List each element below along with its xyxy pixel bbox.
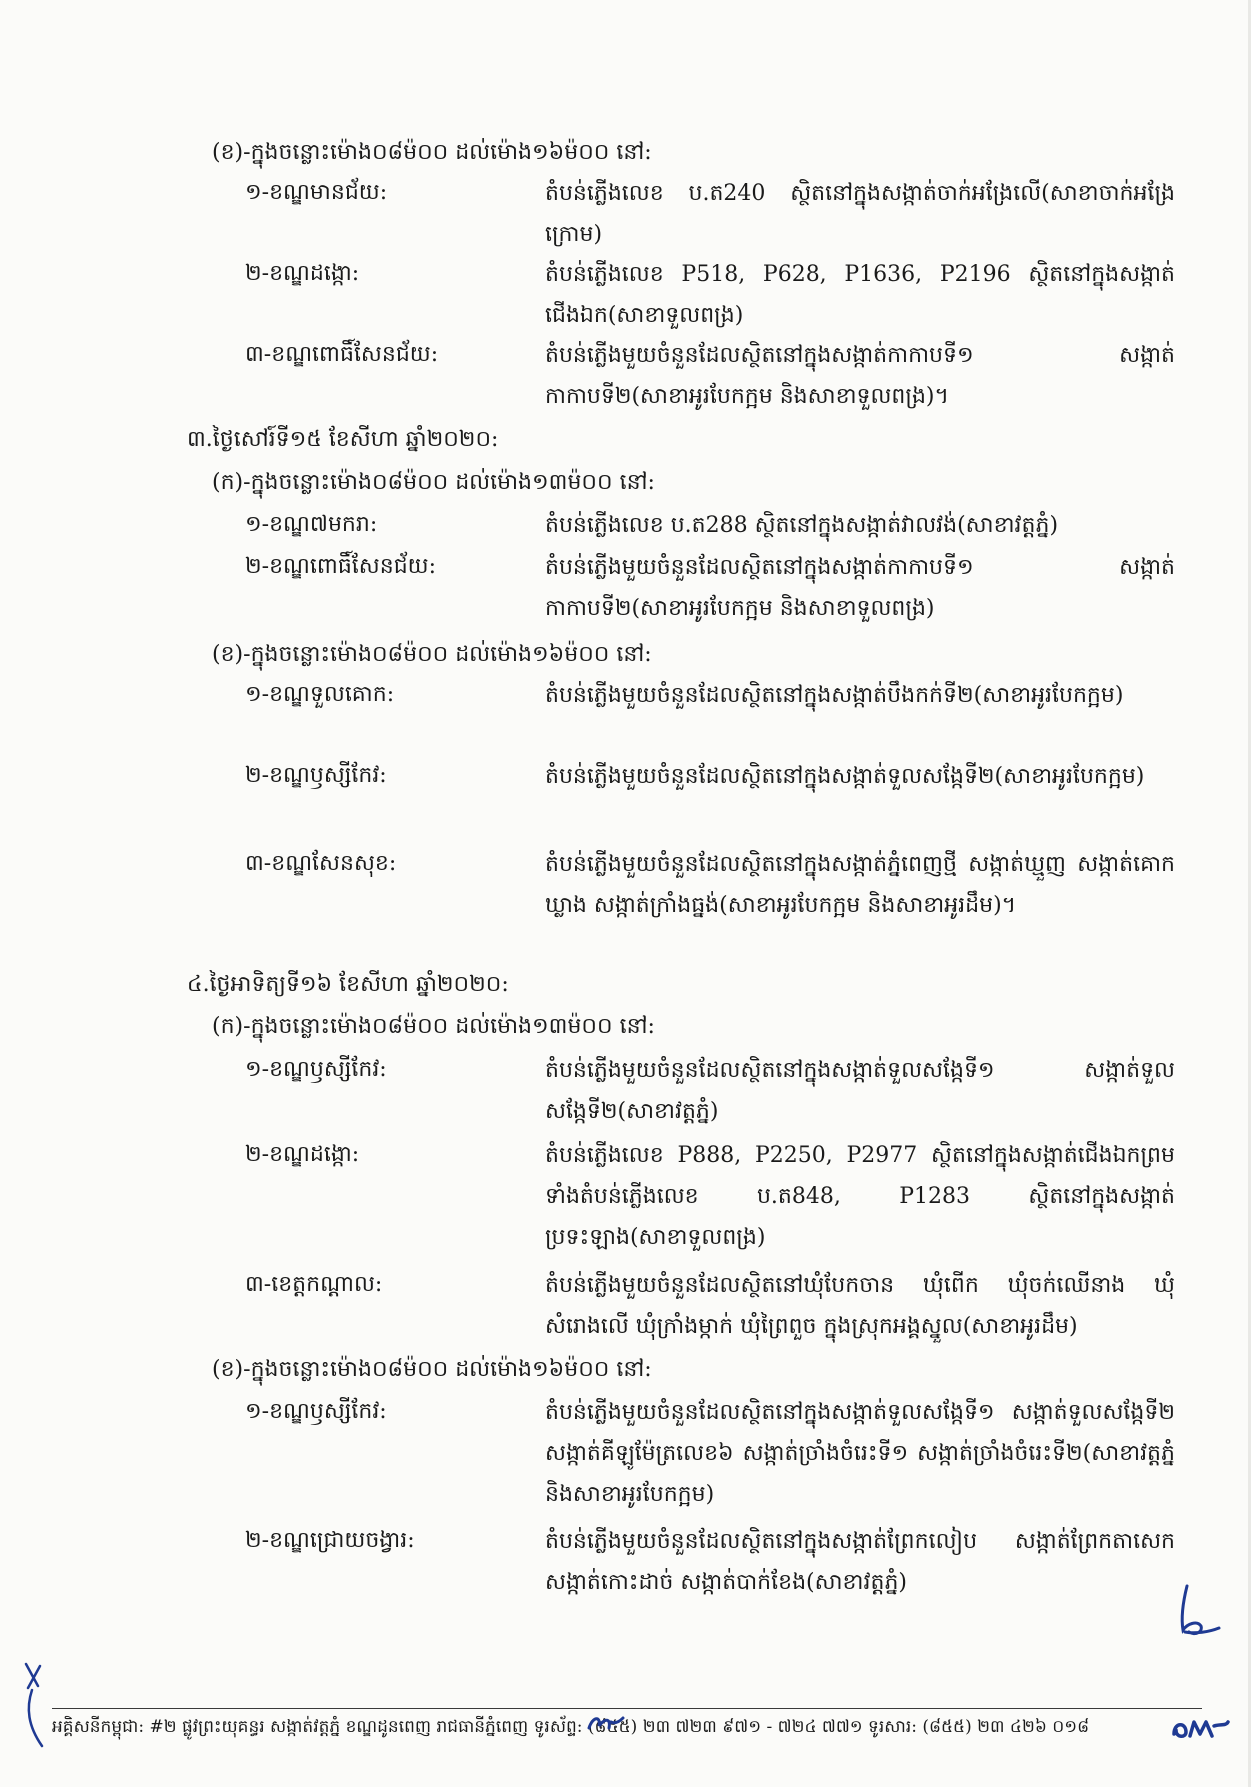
item-label: ៣-ខណ្ឌសែនសុខ: (245, 851, 397, 876)
item-label: ២-ខណ្ឌពោធិ៍សែនជ័យ: (245, 554, 437, 579)
handwritten-initial-mark (1170, 1712, 1230, 1742)
footer-rule (52, 1708, 1202, 1709)
footer-address: អគ្គិសនីកម្ពុជា: #២ ផ្លូវព្រះយុគន្ធរ សង្កាត់វត្តភ្នំ ខណ្ឌដូនពេញ រាជធានីភ្នំពេញ ទូរស័ព្ទ: (៨៥៥) ២៣ ៧២៣ ៩៧១ - ៧២៤ ៧៧១ ទូរសារ: (៨៥៥) ២៣ ៤២៦ ០១៨ (52, 1717, 1090, 1737)
item-label: ២-ខណ្ឌជ្រោយចង្វារ: (245, 1528, 415, 1553)
item-desc: តំបន់ភ្លើងលេខ P888, P2250, P2977 ស្ថិតនៅក្នុងសង្កាត់ជើងឯកព្រមទាំងតំបន់ភ្លើងលេខ ប.ត848, P1283 ស្ថិតនៅក្នុងសង្កាត់ប្រទះឡាង(សាខាទួលពង្រ) (545, 1143, 1175, 1250)
item-desc: តំបន់ភ្លើងលេខ ប.ត240 ស្ថិតនៅក្នុងសង្កាត់ចាក់អង្រែលើ(សាខាចាក់អង្រែក្រោម) (545, 181, 1175, 247)
item-label: ១-ខណ្ឌទួលគោក: (245, 682, 395, 707)
item-desc: តំបន់ភ្លើងមួយចំនួនដែលស្ថិតនៅក្នុងសង្កាត់កាកាបទី១ សង្កាត់កាកាបទី២(សាខាអូរបែកក្អម និងសាខាទួលពង្រ)។ (545, 343, 1175, 409)
handwritten-margin-mark (18, 1660, 52, 1750)
period-heading: (ក)-ក្នុងចន្លោះម៉ោង០៨ម៉០០ ដល់ម៉ោង១៣ម៉០០ នៅ: (212, 470, 655, 495)
item-label: ១-ខណ្ឌ៧មករា: (245, 512, 378, 537)
item-label: ៣-ខណ្ឌពោធិ៍សែនជ័យ: (245, 342, 439, 367)
period-heading: (ក)-ក្នុងចន្លោះម៉ោង០៨ម៉០០ ដល់ម៉ោង១៣ម៉០០ នៅ: (212, 1014, 655, 1039)
period-heading: (ខ)-ក្នុងចន្លោះម៉ោង០៨ម៉០០ ដល់ម៉ោង១៦ម៉០០ នៅ: (212, 140, 652, 165)
item-label: ១-ខណ្ឌមានជ័យ: (245, 180, 388, 205)
item-label: ២-ខណ្ឌដង្កោ: (245, 1142, 360, 1167)
item-label: ១-ខណ្ឌឫស្សីកែវ: (245, 1057, 387, 1082)
item-desc: តំបន់ភ្លើងលេខ P518, P628, P1636, P2196 ស្ថិតនៅក្នុងសង្កាត់ជើងឯក(សាខាទួលពង្រ) (545, 262, 1175, 328)
item-desc: តំបន់ភ្លើងមួយចំនួនដែលស្ថិតនៅក្នុងសង្កាត់ព្រែកលៀប សង្កាត់ព្រែកតាសេក សង្កាត់កោះដាច់ សង្កាត់បាក់ខែង(សាខាវត្តភ្នំ) (545, 1529, 1175, 1595)
day-heading: ៤.ថ្ងៃអាទិត្យទី១៦ ខែសីហា ឆ្នាំ២០២០: (187, 972, 509, 997)
period-heading: (ខ)-ក្នុងចន្លោះម៉ោង០៨ម៉០០ ដល់ម៉ោង១៦ម៉០០ នៅ: (212, 642, 652, 667)
period-heading: (ខ)-ក្នុងចន្លោះម៉ោង០៨ម៉០០ ដល់ម៉ោង១៦ម៉០០ នៅ: (212, 1357, 652, 1382)
item-label: ២-ខណ្ឌឫស្សីកែវ: (245, 763, 387, 788)
item-label: ១-ខណ្ឌឫស្សីកែវ: (245, 1399, 387, 1424)
day-heading: ៣.ថ្ងៃសៅរ៍ទី១៥ ខែសីហា ឆ្នាំ២០២០: (187, 427, 499, 452)
item-desc: តំបន់ភ្លើងមួយចំនួនដែលស្ថិតនៅក្នុងសង្កាត់ភ្នំពេញថ្មី សង្កាត់ឃ្មួញ សង្កាត់គោកឃ្លាង សង្កាត់ក្រាំងធ្នង់(សាខាអូរបែកក្អម និងសាខាអូរដឹម)។ (545, 852, 1175, 918)
item-desc: តំបន់ភ្លើងមួយចំនួនដែលស្ថិតនៅឃុំបែកចាន ឃុំពើក ឃុំចក់ឈើនាង ឃុំសំរោងលើ ឃុំក្រាំងម្កាក់ ឃុំព្រៃពួច ក្នុងស្រុកអង្គស្នួល(សាខាអូរដឹម) (545, 1273, 1175, 1339)
item-desc: តំបន់ភ្លើងមួយចំនួនដែលស្ថិតនៅក្នុងសង្កាត់ទួលសង្កែទី១ សង្កាត់ទួលសង្កែទី២(សាខាវត្តភ្នំ) (545, 1058, 1175, 1124)
item-desc: តំបន់ភ្លើងមួយចំនួនដែលស្ថិតនៅក្នុងសង្កាត់កាកាបទី១ សង្កាត់កាកាបទី២(សាខាអូរបែកក្អម និងសាខាទួលពង្រ) (545, 555, 1175, 621)
item-label: ៣-ខេត្តកណ្ដាល: (245, 1272, 383, 1297)
item-desc: តំបន់ភ្លើងមួយចំនួនដែលស្ថិតនៅក្នុងសង្កាត់ទួលសង្កែទី២(សាខាអូរបែកក្អម) (545, 764, 1145, 789)
item-desc: តំបន់ភ្លើងមួយចំនួនដែលស្ថិតនៅក្នុងសង្កាត់ទួលសង្កែទី១ សង្កាត់ទួលសង្កែទី២ សង្កាត់គីឡូម៉ែត្រលេខ៦ សង្កាត់ច្រាំងចំរេះទី១ សង្កាត់ច្រាំងចំរេះទី២(សាខាវត្តភ្នំ និងសាខាអូរបែកក្អម) (545, 1400, 1175, 1507)
item-desc: តំបន់ភ្លើងលេខ ប.ត288 ស្ថិតនៅក្នុងសង្កាត់វាលវង់(សាខាវត្តភ្នំ) (545, 513, 1059, 538)
item-desc: តំបន់ភ្លើងមួយចំនួនដែលស្ថិតនៅក្នុងសង្កាត់បឹងកក់ទី២(សាខាអូរបែកក្អម) (545, 683, 1124, 708)
handwritten-signature-mark (585, 1710, 625, 1736)
item-label: ២-ខណ្ឌដង្កោ: (245, 261, 360, 286)
handwritten-initial-mark (1165, 1580, 1225, 1640)
